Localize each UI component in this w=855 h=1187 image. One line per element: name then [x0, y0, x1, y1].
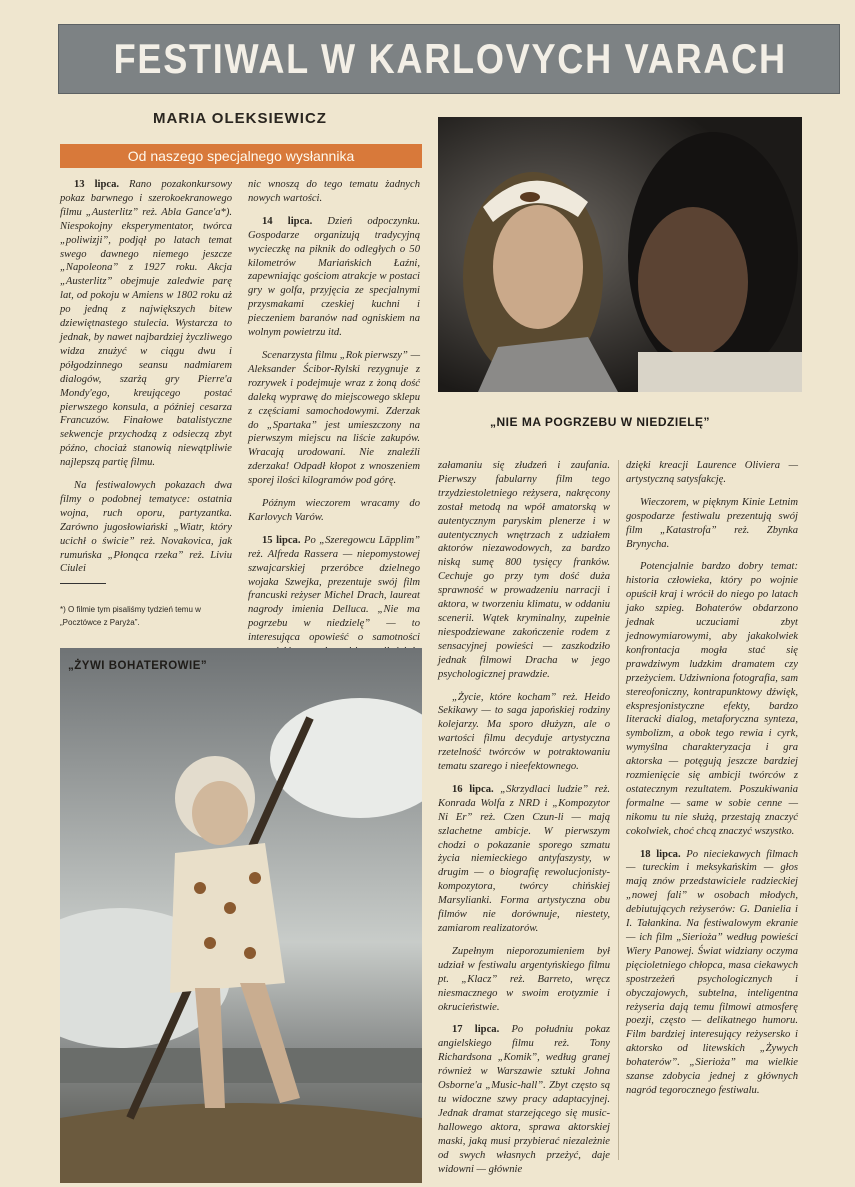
film-still-image [438, 117, 802, 392]
paragraph: Zupełnym nieporozumieniem był udział w festiwalu argentyńskiego filmu pt. „Klacz” reż. Barreto, wręcz niesmacznego w swoim erotyzmie i okrucieństwie. [438, 945, 610, 1013]
paragraph: Na festiwalowych pokazach dwa filmy o podobnej tematyce: ostatnia wojna, ruch oporu, partyzantka. Zarówno jugosłowiański „Wiatr, który ucichł o świcie” reż. Novakovica, jak rumuńska „Płonąca rzeka” reż. Liviu Ciulei [60, 480, 232, 575]
paragraph: 15 lipca. Po „Szeregowcu Läpplim” reż. Alfreda Rassera — niepomystowej szwajcarskiej przeróbce dzielnego wojaka Szwejka, prezentuje swój film francuski reżyser Michel Drach, laureat nagrody imienia Delluca. „Nie ma pogrzebu w niedzielę” — to interesująca opowieść o samotności [248, 534, 421, 644]
column-3 [438, 459, 610, 1185]
date-label: 15 lipca. [262, 534, 301, 546]
paragraph: Scenarzysta filmu „Rok pierwszy” — Aleksander Ścibor-Rylski rezygnuje z rozrywek i podejmuje wraz z żoną dość daleką wyprawę do miejscowego sklepu z częściami samochodowymi. Zderzak do „Spartaka” jest umieszczony na pierwszym miejscu na liście zakupów. Wracają urodowani. Nie znaleźli zderzaka! Odpadł kłopot z wnoszeniem sporej ilości kilogramów pod górę. [248, 349, 420, 487]
page-title: FESTIWAL W KARLOVYCH VARACH [113, 35, 787, 82]
paragraph: 17 lipca. Po południu pokaz angielskiego filmu reż. Tony Richardsona „Komik”, według granej również w Warszawie sztuki Johna Osborne'a „Music-hall”. Zbyt często są tu widoczne szwy pracy adaptacyjnej. Jednak dramat starzejącego się music-hallowego aktora, sprawa aktorskiej maski, jaką musi przybierać niezależnie od swych własnych przeżyć, daje widowni — głównie [438, 1024, 610, 1175]
paragraph: Wieczorem, w pięknym Kinie Letnim gospodarze festiwalu prezentują swój film „Katastrofa” reż. Zbynka Brynycha. [626, 496, 798, 550]
date-label: 16 lipca. [452, 783, 494, 795]
paragraph: Późnym wieczorem wracamy do Karlovych Varów. [248, 498, 420, 523]
title-banner [58, 24, 840, 94]
column-1 [60, 178, 232, 585]
film-still-image [60, 648, 422, 1183]
paragraph: dzięki kreacji Laurence Oliviera — artystyczną satysfakcję. [626, 460, 798, 485]
paragraph: Potencjalnie bardzo dobry temat: historia człowieka, który po wojnie opuścił kraj i wrócił do niego po latach jako szpieg. Bohaterów obdarzono jednak uczuciami zbyt jednowymiarowymi, aby jakakolwiek konfrontacja mogła stać się prawdziwym ludzkim dramatem czy przeżyciem. Udziwniona fotografia, sam stereofoniczny, kontrapunktowy dźwięk, ekspresjonistyczne efekty, bardzo literacki dialog, metaforyczna synteza, symbolizm, a obok tego rewia i cyrk, wymyślna charakteryzacja i gra aktorska — potęgują jeszcze bardziej rozmienięcie się ambicji twórców z ostatecznym rezultatem. Poszukiwania formalne — same w sobie cenne — nikomu tu nie służą, przestają znaczyć cokolwiek, choć chcą znaczyć wszystko. [626, 561, 798, 837]
paragraph: 18 lipca. Po nieciekawych filmach — tureckim i meksykańskim — głos mają znów przedstawiciele radzieckiej „nowej fali” w osobach młodych, debiutujących reżyserów: G. Danielia i I. Tałankina. Na festiwalowym ekranie — ich film „Sierioża” według powieści Wiery Panowej. Świat widziany oczyma pięcioletniego chłopca, masa ciekawych spostrzeżeń psychologicznych i obyczajowych, subtelna, inteligentna reżyseria dają temu filmowi atmosferę poezji, często — delikatnego humoru. Film bardziej interesujący reżysersko i aktorsko od litewskich „Żywych bohaterów”. „Sierioża” ma wielkie szanse zdobycia jednej z głównych nagród tegorocznego festiwalu. [626, 848, 799, 1096]
date-label: 14 lipca. [262, 215, 313, 227]
column-divider [618, 460, 619, 1160]
column-4 [626, 459, 798, 1107]
caption-bottom-photo: „ŻYWI BOHATEROWIE” [68, 660, 208, 672]
author-name: MARIA OLEKSIEWICZ [153, 110, 327, 127]
paragraph: „Życie, które kocham” reż. Heido Sekikawy — to saga japońskiej rodziny kolejarzy. Ma sporo dłużyzn, ale o wartości filmu decyduje artystyczna rzetelność twórców w potraktowaniu tematu szarego i nieefektownego. [438, 691, 610, 773]
date-label: 13 lipca. [74, 179, 120, 190]
paragraph: 16 lipca. „Skrzydlaci ludzie” reż. Konrada Wolfa z NRD i „Kompozytor Ni Er” reż. Czen Czun-li — mają szlachetne ambicje. W pierwszym chodzi o pokazanie sporego szmatu życia niemieckiego antyfaszysty, w drugim — o biografię rewolucjonisty-kompozytora, twórcy chińskiej Marsylianki. Forma artystyczna obu filmów nie dorównuje, niestety, zamiarom realizatorów. [438, 783, 610, 934]
footnote: *) O filmie tym pisaliśmy tydzień temu w „Pocztówce z Paryża”. [60, 605, 201, 627]
footnote-separator [60, 583, 106, 584]
paragraph: 14 lipca. Dzień odpoczynku. Gospodarze organizują tradycyjną wycieczkę na piknik do odległych o 50 kilometrów Mariańskich Łaźni, zapewniając gościom atrakcje w postaci gry w golfa, przyjęcia ze specjalnymi przysmakami czeskiej kuchni i pieczeniem baranów nad ogniskiem na wolnym powietrzu itd. [248, 215, 421, 339]
paragraph: 13 lipca. Rano pozakonkursowy pokaz barwnego i szerokoekranowego filmu „Austerlitz” reż. Abla Gance'a*). Niespokojny eksperymentator, twórca „poliwizji”, podjął po latach temat swego dawnego niemego jeszcze „Napoleona” z 1927 roku. Akcja „Austerlitz” obejmuje zaledwie parę lat, od pokoju w Amiens w 1802 roku aż po jedną z największych bitew dziewiętnastego stulecia. Wystarcza to jednak, by nawet najbardziej życzliwego widza znużyć w ciągu dwu i półgodzinnego seansu nadmiarem dialogów, szarżą gry Pierre'a Mondy'ego, kreującego postać pierwszego konsula, a później cesarza Francuzów. Finałowe batalistyczne sekwencje przychodzą z odsieczą zbyt późno, chociaż stanowią niewątpliwie najlepszą partię filmu. [60, 179, 233, 469]
subtitle-bar: Od naszego specjalnego wysłannika [60, 144, 422, 168]
film-still-nie-ma-pogrzebu [438, 117, 802, 392]
caption-top-photo: „NIE MA POGRZEBU W NIEDZIELĘ” [490, 415, 711, 429]
date-label: 18 lipca. [640, 848, 681, 860]
paragraph: nic wnoszą do tego tematu żadnych nowych wartości. [248, 179, 420, 204]
paragraph: załamaniu się złudzeń i zaufania. Pierwszy fabularny film tego trzydziestoletniego reżysera, nakręcony został metodą na wpół amatorską w autentycznym paryskim plenerze i w autentycznych wnętrzach z udziałem aktorów niezawodowych, za bardzo niską sumę 800 tysięcy franków. Cechuje go przy tym dość duża sprawność w prowadzeniu narracji i aktora, w tworzeniu klimatu, w oddaniu scenerii. Wątek kryminalny, zupełnie niespodziewane zakończenie rodem z sensacyjnej powieści — zaszkodziło jednak filmowi Dracha w jego psychologicznej prawdzie. [438, 460, 610, 680]
date-label: 17 lipca. [452, 1024, 500, 1036]
film-still-zywi-bohaterowie [60, 648, 422, 1183]
column-2 [248, 178, 420, 682]
